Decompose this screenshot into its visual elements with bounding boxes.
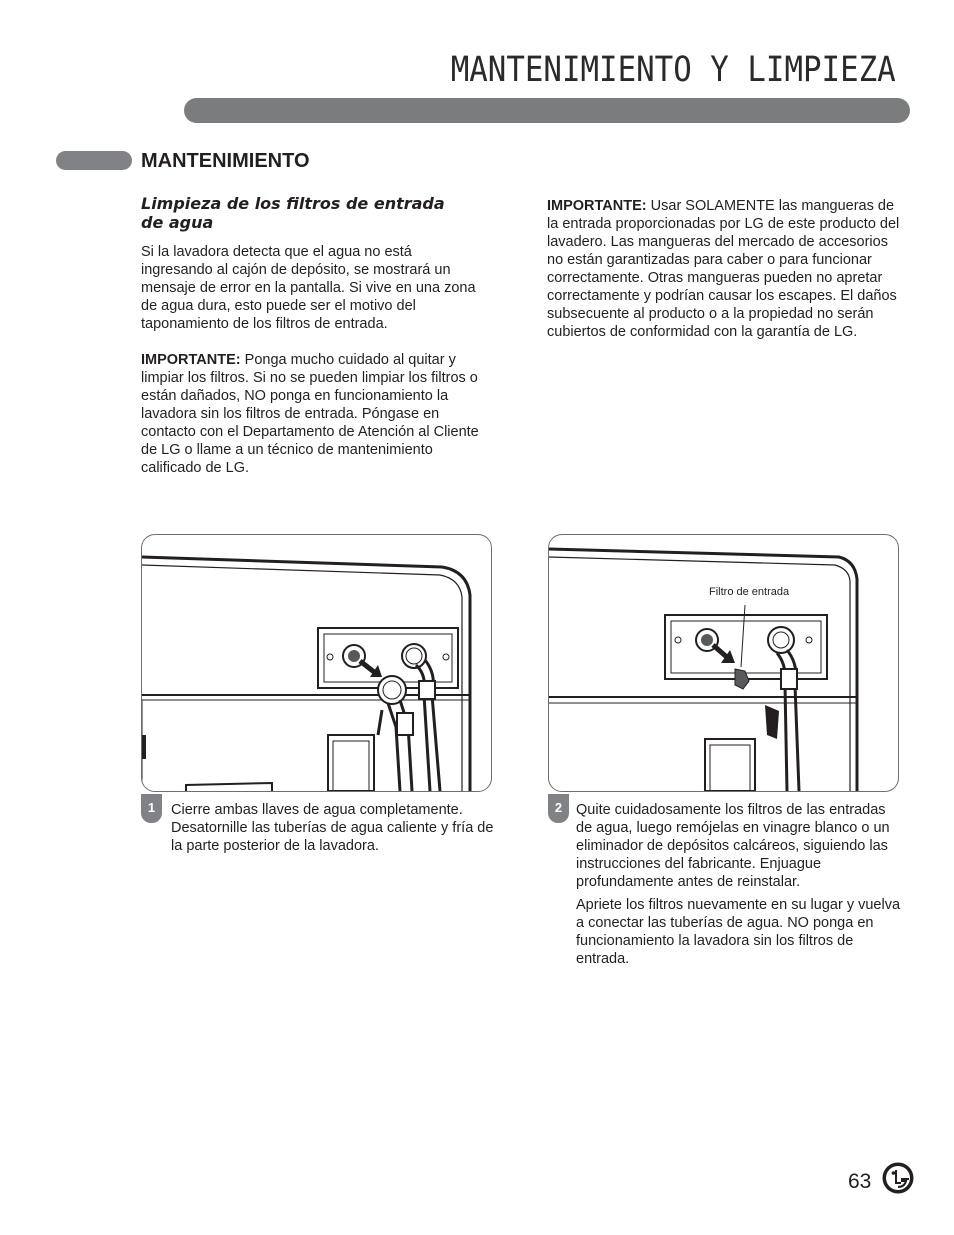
washer-back-illustration-2 [549,535,898,791]
step-number-1: 1 [141,794,162,823]
intro-paragraph [141,243,486,333]
subheading: Limpieza de los filtros de entrada de agua [141,194,445,232]
page-number: 63 [848,1170,872,1193]
section-marker [56,151,132,170]
important-label: IMPORTANTE: [141,352,241,368]
figure-step-2 [548,534,899,792]
figure-step-1 [141,534,492,792]
important-text: Ponga mucho cuidado al quitar y limpiar los filtros. Si no se pueden limpiar los filtros o están dañados, NO ponga en funcionamiento la lavadora sin los filtros de entrada. Póngase en contacto con el Departamento de Atención al Cliente de LG o llame a un técnico de mantenimiento calificado de LG. [141,352,479,476]
page-title: MANTENIMIENTO Y LIMPIEZA [450,50,896,90]
step-2-text [576,801,901,973]
important-note-right [547,197,907,341]
section-heading: MANTENIMIENTO [141,150,310,172]
step-number-2: 2 [548,794,569,823]
lg-logo-icon [882,1162,914,1194]
important-note-left [141,351,486,477]
washer-back-illustration-1 [142,535,491,791]
step-1-text [171,801,501,860]
step-1-paragraph: Cierre ambas llaves de agua completamente. Desatornille las tuberías de agua caliente y fría de la parte posterior de la lavadora. [171,802,494,854]
important-label: IMPORTANTE: [547,198,647,214]
important-text: Usar SOLAMENTE las mangueras de la entrada proporcionadas por LG de este producto del lavadero. Las mangueras del mercado de accesorios no están garantizadas para caber o para funcionar correctamente. Otras mangueras pueden no apretar correctamente y podrían causar los escapes. El daños subsecuente al producto o a la propiedad no serán cubiertos de conformidad con la garantía de LG. [547,198,900,340]
filter-callout-label: Filtro de entrada [709,586,790,598]
step-2-paragraph: Apriete los filtros nuevamente en su lugar y vuelva a conectar las tuberías de agua. NO ponga en funcionamiento la lavadora sin los filtros de entrada. [576,897,901,967]
title-bar [184,98,910,123]
step-2-paragraph: Quite cuidadosamente los filtros de las entradas de agua, luego remójelas en vinagre blanco o un eliminador de depósitos calcáreos, siguiendo las instrucciones del fabricante. Enjuague profundamente antes de reinstalar. [576,802,890,890]
intro-text: Si la lavadora detecta que el agua no está ingresando al cajón de depósito, se mostrará un mensaje de error en la pantalla. Si vive en una zona de agua dura, esto puede ser el motivo del taponamiento de los filtros de entrada. [141,244,476,332]
